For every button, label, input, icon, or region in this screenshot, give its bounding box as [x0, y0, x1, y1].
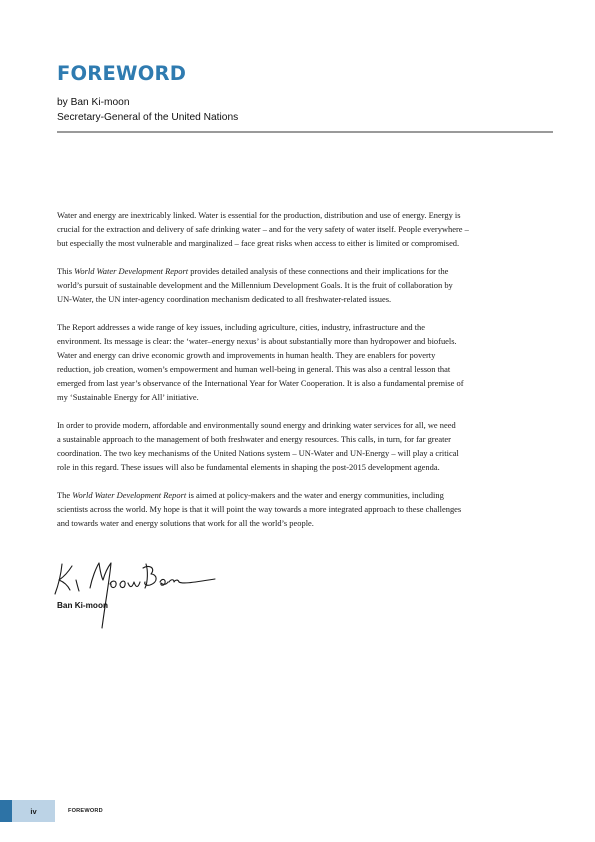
byline — [57, 96, 238, 125]
page-title: FOREWORD — [57, 62, 187, 85]
paragraph-3: The Report addresses a wide range of key issues, including agriculture, cities, industry, infrastructure and the environment. Its message is clear: the ‘water–energy nexus’ is about substantially more than hydropower and biofuels. Water and energy can drive economic growth and improvements in human health. They are enablers for poverty reduction, job creation, women’s empowerment and human well-being in general. This was also a central lesson that emerged from last year’s observance of the International Year for Water Cooperation. It is also a fundamental premise of my ‘Sustainable Energy for All’ initiative. — [57, 322, 464, 402]
paragraph-1: Water and energy are inextricably linked. Water is essential for the production, distribution and use of energy. Energy is crucial for the extraction and delivery of safe drinking water – and for the very safety of water itself. People everywhere – but especially the most vulnerable and marginalized – face great risks when access to either is limited or compromised. — [57, 210, 469, 248]
handwritten-signature — [50, 558, 220, 630]
header-divider — [57, 131, 553, 133]
author-line: by Ban Ki-moon — [57, 97, 130, 108]
foreword-body — [57, 208, 557, 544]
signatory-name: Ban Ki-moon — [57, 601, 108, 610]
author-role: Secretary-General of the United Nations — [57, 111, 239, 123]
paragraph-4: In order to provide modern, affordable and environmentally sound energy and drinking water services for all, we need a sustainable approach to the management of both freshwater and energy resources. This calls, in turn, for far greater coordination. The two key mechanisms of the United Nations system – UN-Water and UN-Energy – will play a critical role in this regard. These issues will also be fundamental elements in shaping the post-2015 development agenda. — [57, 420, 459, 472]
paragraph-2: This World Water Development Report provides detailed analysis of these connections and their implications for the world’s pursuit of sustainable development and the Millennium Development Goals. It is the fruit of collaboration by UN-Water, the UN inter-agency coordination mechanism dedicated to all freshwater-related issues. — [57, 266, 453, 304]
footer-section-label: FOREWORD — [68, 808, 103, 814]
report-title: World Water Development Report — [74, 266, 189, 276]
report-title: World Water Development Report — [72, 490, 187, 500]
page-number: iv — [12, 800, 55, 822]
footer-accent-bar — [0, 800, 12, 822]
paragraph-5: The World Water Development Report is aimed at policy-makers and the water and energy communities, including scientists across the world. My hope is that it will point the way towards a more integrated approach to these challenges and towards water and energy solutions that work for all the world’s people. — [57, 490, 462, 528]
